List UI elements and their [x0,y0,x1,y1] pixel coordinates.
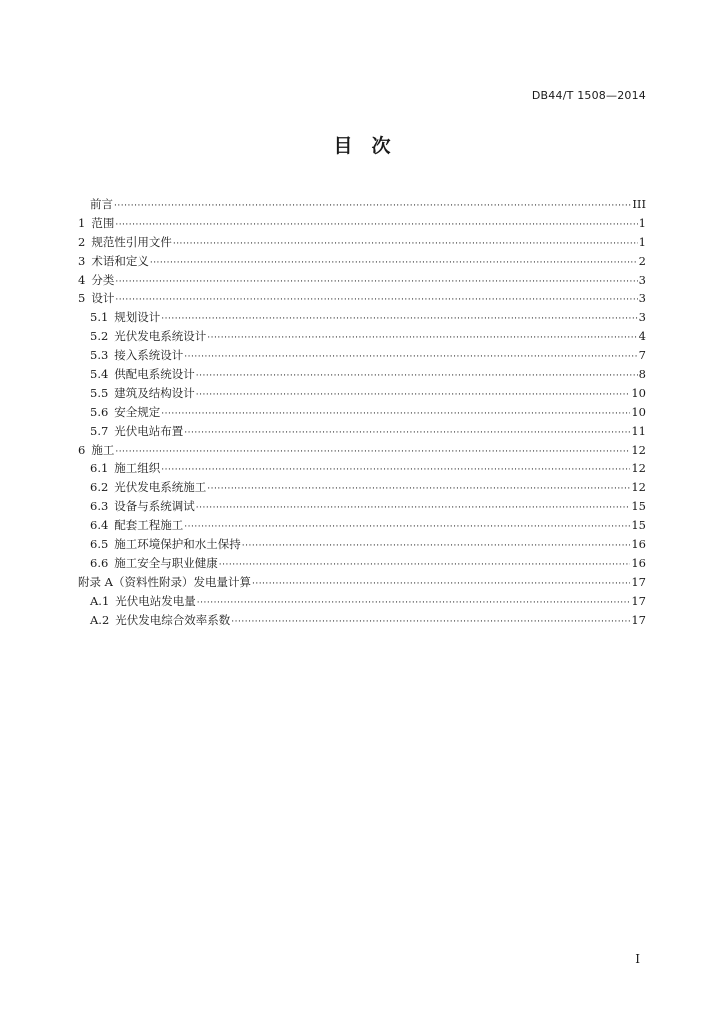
toc-entry-label [90,479,206,495]
toc-entry-page: 15 [631,499,646,514]
toc-entry-text: 接入系统设计 [114,348,184,363]
toc-entry[interactable] [78,460,646,479]
toc-entry-number: 2 [78,234,86,249]
toc-entry-number: A.2 [90,612,110,627]
toc-entry[interactable] [78,309,646,328]
toc-entry-text: 光伏发电系统设计 [114,329,207,344]
toc-entry-page: 10 [631,385,646,400]
toc-entry[interactable] [78,442,646,461]
toc-entry-label [90,498,195,514]
toc-entry-page: III [632,197,646,211]
toc-entry[interactable] [78,385,646,404]
toc-entry-label [78,253,149,269]
toc-entry[interactable] [78,498,646,517]
toc-entry-text: 术语和定义 [91,253,149,268]
toc-dot-leader [161,314,637,324]
toc-dot-leader [184,352,637,362]
toc-entry-text: 施工组织 [114,461,161,476]
toc-entry-number: 6 [78,442,86,457]
toc-entry-page: 10 [631,404,646,419]
toc-entry-number: 6.3 [90,499,109,514]
toc-entry[interactable] [78,574,646,593]
toc-entry-label [90,366,195,382]
toc-entry-label [78,442,114,458]
toc-entry[interactable] [78,215,646,234]
toc-entry-number: 5.6 [90,404,109,419]
toc-entry-number: 5.7 [90,423,109,438]
toc-entry[interactable] [78,536,646,555]
toc-dot-leader [161,409,630,419]
toc-entry-page: 7 [638,348,646,363]
toc-entry-page: 15 [631,518,646,533]
toc-entry-page: 17 [631,612,646,627]
toc-entry-number: A.1 [90,593,110,608]
toc-entry-number: 4 [78,272,86,287]
toc-entry-label [90,423,183,439]
toc-entry-number: 5.2 [90,329,109,344]
toc-entry-number: 3 [78,253,86,268]
toc-dot-leader [196,390,631,400]
toc-dot-leader [231,617,630,627]
toc-entry[interactable] [78,479,646,498]
toc-entry-page: 3 [638,272,646,287]
toc-title: 目 次 [333,135,391,157]
toc-entry[interactable] [78,253,646,272]
toc-entry-number: 6.4 [90,518,109,533]
toc-entry-label [90,328,206,344]
toc-entry[interactable] [78,593,646,612]
toc-entry-page: 1 [638,215,646,230]
toc-entry-text: 建筑及结构设计 [114,385,195,400]
toc-dot-leader [207,484,630,494]
toc-entry-number: 5.5 [90,385,109,400]
toc-entry-page: 12 [631,461,646,476]
toc-entry-text: 配套工程施工 [114,518,184,533]
toc-entry-label [78,234,172,250]
toc-entry-label [90,517,183,533]
toc-entry-page: 17 [631,593,646,608]
toc-entry-text: 规划设计 [114,310,161,325]
toc-dot-leader [207,333,637,343]
toc-entry-text: 施工安全与职业健康 [114,555,218,570]
toc-entry-text: 设计 [91,291,115,306]
toc-entry-page: 3 [638,291,646,306]
toc-entry[interactable] [78,517,646,536]
toc-entry-page: 16 [631,537,646,552]
table-of-contents [78,196,646,630]
toc-entry-text: 安全规定 [114,404,161,419]
toc-entry[interactable] [78,423,646,442]
toc-entry-label [90,385,195,401]
toc-entry-number: 1 [78,215,86,230]
toc-entry[interactable] [78,290,646,309]
toc-entry-text: 光伏电站布置 [114,423,184,438]
toc-entry-text: 附录 A（资料性附录）发电量计算 [78,574,251,589]
toc-dot-leader [150,258,638,268]
toc-entry-label [78,272,114,288]
toc-entry[interactable] [78,196,646,215]
toc-entry-text: 光伏发电系统施工 [114,480,207,495]
toc-dot-leader [197,598,631,608]
toc-entry-label [90,536,241,552]
toc-entry-page: 12 [631,442,646,457]
toc-entry-text: 施工环境保护和水土保持 [114,537,241,552]
toc-entry-number: 5.4 [90,367,109,382]
toc-entry-page: 8 [638,367,646,382]
toc-entry-page: 11 [631,423,646,438]
toc-entry-text: 分类 [91,272,115,287]
toc-dot-leader [196,371,638,381]
toc-entry[interactable] [78,404,646,423]
toc-entry[interactable] [78,272,646,291]
toc-entry-page: 16 [631,555,646,570]
toc-dot-leader [173,239,638,249]
toc-dot-leader [115,277,637,287]
toc-dot-leader [242,541,631,551]
toc-dot-leader [115,220,637,230]
toc-dot-leader [161,465,630,475]
toc-entry-text: 前言 [90,197,113,211]
toc-entry-label [78,574,251,590]
toc-entry-number: 6.6 [90,555,109,570]
toc-entry[interactable] [78,347,646,366]
toc-entry-page: 1 [638,234,646,249]
toc-entry-page: 2 [638,253,646,268]
toc-entry-number: 5 [78,291,86,306]
toc-entry-text: 光伏发电综合效率系数 [115,612,231,627]
toc-entry-label [90,404,160,420]
toc-entry-text: 设备与系统调试 [114,499,195,514]
toc-entry-text: 规范性引用文件 [91,234,172,249]
toc-entry-label [90,196,113,212]
toc-dot-leader [115,295,637,305]
toc-entry-page: 17 [631,574,646,589]
toc-dot-leader [184,522,630,532]
toc-dot-leader [115,447,630,457]
document-code: DB44/T 1508—2014 [531,89,646,102]
toc-entry-label [90,347,183,363]
toc-entry-label [90,593,196,609]
toc-entry-label [78,290,114,306]
toc-entry-number: 6.1 [90,461,109,476]
toc-entry-number: 5.1 [90,310,109,325]
toc-entry-number: 6.2 [90,480,109,495]
toc-dot-leader [114,201,631,211]
toc-entry-label [90,612,230,628]
toc-entry-label [90,309,160,325]
toc-entry-number: 5.3 [90,348,109,363]
toc-dot-leader [184,428,630,438]
toc-entry-text: 范围 [91,215,115,230]
toc-entry-number: 6.5 [90,537,109,552]
toc-entry[interactable] [78,366,646,385]
toc-entry[interactable] [78,328,646,347]
toc-entry-label [78,215,114,231]
toc-entry-page: 4 [638,329,646,344]
toc-entry[interactable] [78,555,646,574]
page-number: I [635,952,640,966]
toc-entry-label [90,555,218,571]
toc-entry-text: 供配电系统设计 [114,367,195,382]
toc-entry-text: 施工 [91,442,115,457]
toc-dot-leader [196,503,631,513]
toc-entry-page: 12 [631,480,646,495]
toc-entry-page: 3 [638,310,646,325]
toc-entry[interactable] [78,234,646,253]
toc-dot-leader [252,579,630,589]
toc-entry-text: 光伏电站发电量 [115,593,196,608]
toc-entry-label [90,460,160,476]
toc-dot-leader [219,560,631,570]
toc-entry[interactable] [78,612,646,631]
